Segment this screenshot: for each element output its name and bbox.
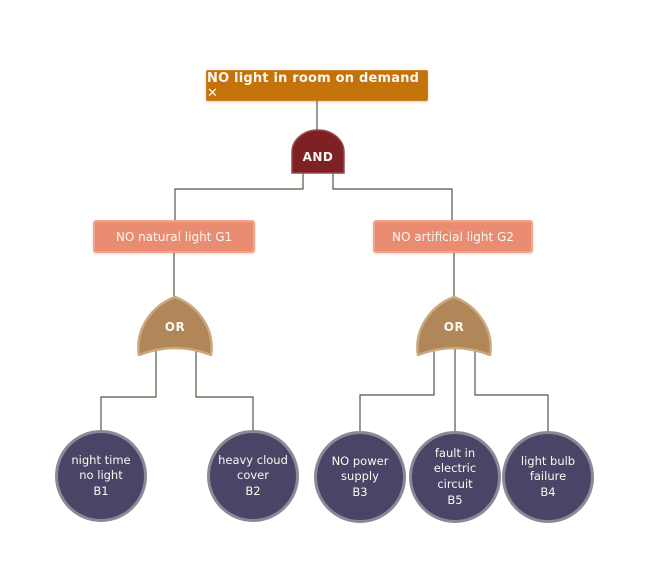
connector — [175, 171, 303, 221]
basic-event-line: fault in — [434, 445, 476, 460]
basic-event-line: failure — [529, 469, 567, 484]
intermediate-event-g2-label: NO artificial light G2 — [392, 229, 514, 244]
basic-event-line: B4 — [540, 484, 556, 499]
connector — [333, 171, 452, 221]
basic-event-b1[interactable] — [55, 430, 147, 522]
top-event-label: NO light in room on demand ✕ — [207, 70, 420, 101]
basic-event-line: B2 — [245, 483, 261, 498]
basic-event-b2[interactable] — [207, 430, 299, 522]
basic-event-b5[interactable] — [409, 431, 501, 523]
connector — [196, 349, 253, 432]
basic-event-line: cover — [237, 468, 269, 483]
or-gate-right-label: OR — [443, 320, 465, 334]
intermediate-event-g1-label: NO natural light G1 — [115, 229, 233, 244]
basic-event-line: night time — [71, 452, 131, 467]
intermediate-event-g2[interactable] — [373, 220, 533, 253]
basic-event-line: circuit — [437, 477, 473, 491]
or-gate-left-shape[interactable] — [138, 297, 211, 355]
basic-event-line: NO power — [331, 453, 389, 468]
basic-event-line: B3 — [352, 484, 368, 499]
or-gate-left-label: OR — [164, 320, 186, 334]
basic-event-line: electric — [433, 461, 477, 476]
connector — [360, 349, 434, 433]
basic-event-line: light bulb — [520, 453, 576, 468]
basic-event-b3[interactable] — [314, 431, 406, 523]
basic-event-line: no light — [79, 468, 123, 483]
connector — [475, 349, 548, 433]
connector — [101, 349, 156, 432]
basic-event-line: B1 — [93, 483, 109, 498]
and-gate-shape[interactable] — [292, 130, 344, 173]
basic-event-line: B5 — [447, 492, 463, 507]
and-gate-label: AND — [302, 150, 334, 164]
top-event-node[interactable] — [206, 70, 428, 101]
basic-event-b4[interactable] — [502, 431, 594, 523]
or-gate-right-shape[interactable] — [417, 297, 490, 355]
basic-event-line: supply — [341, 469, 379, 484]
intermediate-event-g1[interactable] — [93, 220, 255, 253]
basic-event-line: heavy cloud — [218, 452, 288, 467]
